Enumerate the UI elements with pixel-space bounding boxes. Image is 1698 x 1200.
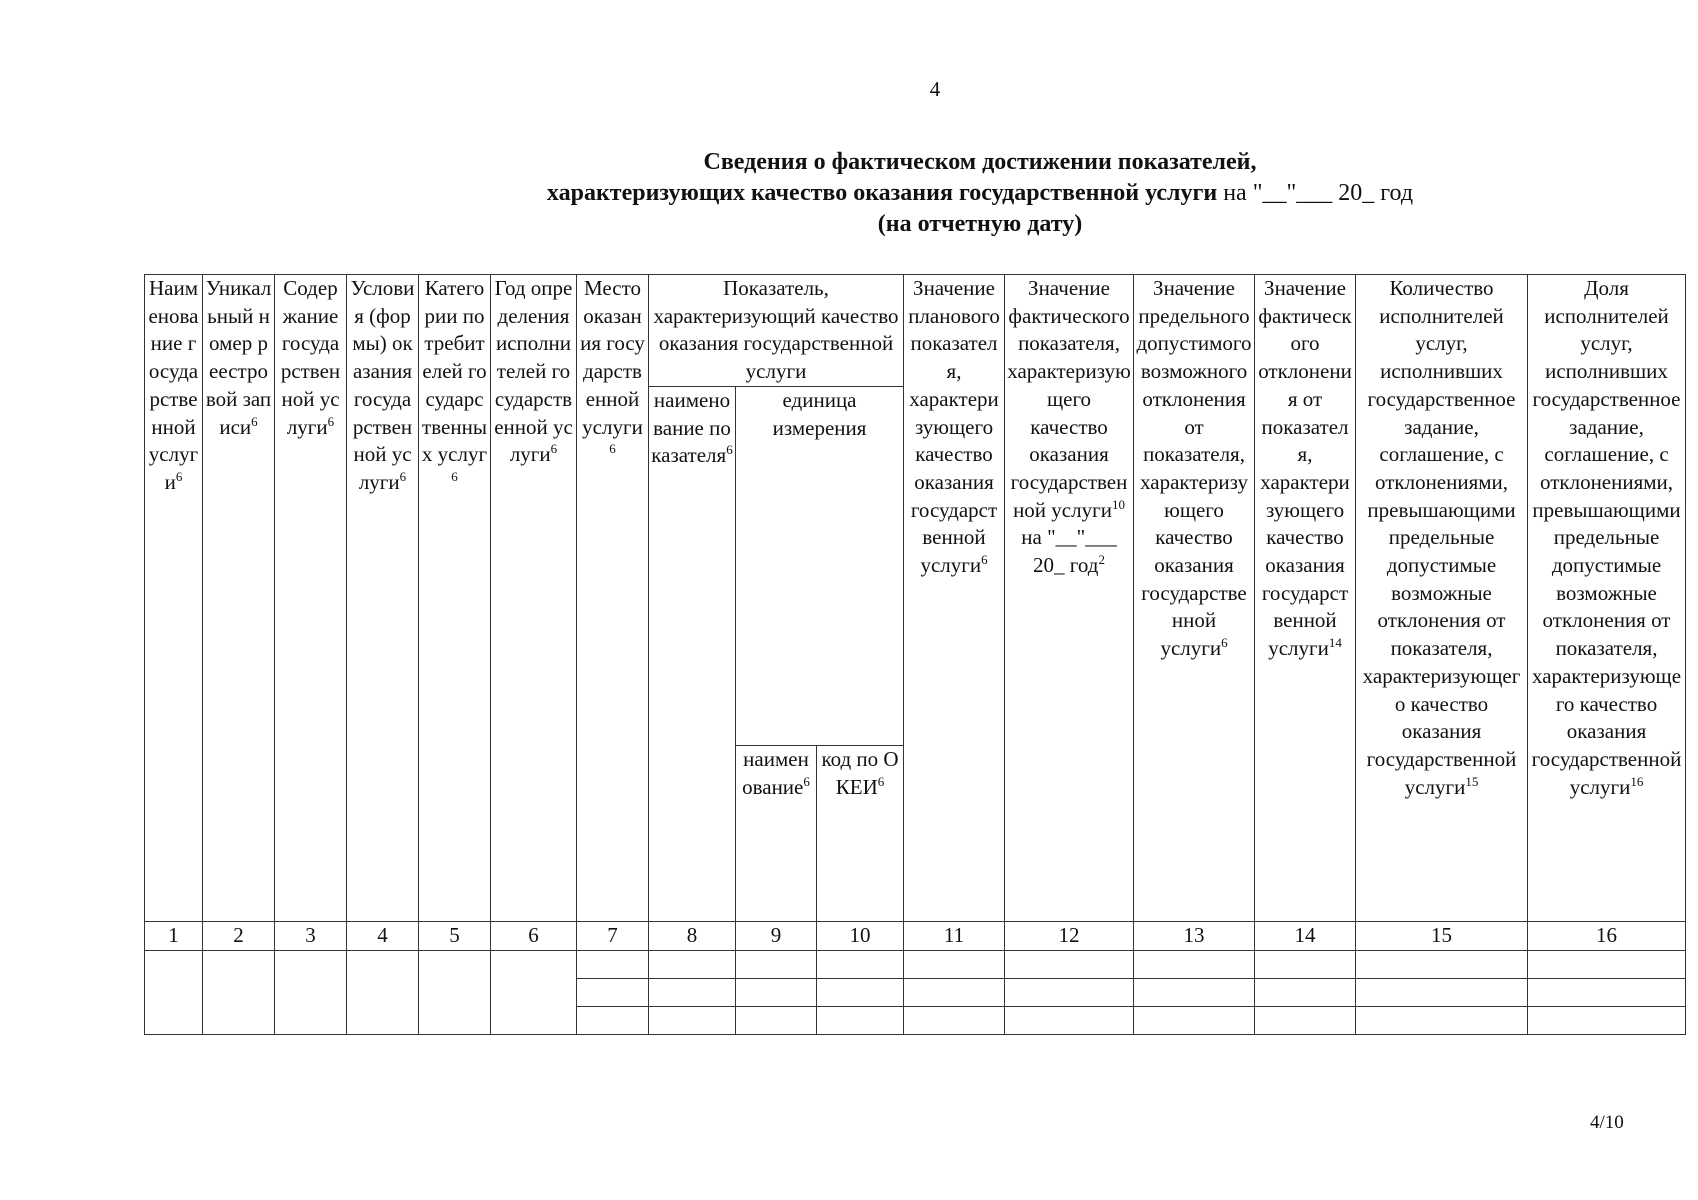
empty-cell bbox=[1528, 1007, 1686, 1035]
empty-cell bbox=[1134, 1007, 1255, 1035]
column-number: 7 bbox=[577, 922, 649, 951]
title-line-2-rest: на "__"___ 20_ год bbox=[1217, 180, 1414, 206]
report-table bbox=[144, 274, 1686, 1035]
column-number-row bbox=[145, 922, 1686, 951]
column-number: 4 bbox=[347, 922, 419, 951]
empty-cell bbox=[347, 951, 419, 1035]
column-number: 1 bbox=[145, 922, 203, 951]
header-actual-deviation: Значение фактического отклонения от показателя, характеризующего качество оказания государственной услуги$^{14}$ bbox=[1255, 275, 1356, 922]
column-number: 10 bbox=[817, 922, 904, 951]
empty-cell bbox=[1528, 951, 1686, 979]
empty-cell bbox=[577, 1007, 649, 1035]
title-line-3: (на отчетную дату) bbox=[877, 211, 1083, 237]
empty-cell bbox=[1356, 951, 1528, 979]
column-number: 6 bbox=[491, 922, 577, 951]
column-number: 11 bbox=[904, 922, 1005, 951]
empty-cell bbox=[1255, 979, 1356, 1007]
empty-cell bbox=[817, 1007, 904, 1035]
page-counter: 4/10 bbox=[1590, 1112, 1624, 1133]
empty-cell bbox=[1255, 1007, 1356, 1035]
empty-cell bbox=[904, 1007, 1005, 1035]
empty-cell bbox=[1528, 979, 1686, 1007]
empty-cell bbox=[649, 979, 736, 1007]
page-number: 4 bbox=[929, 77, 941, 101]
column-number: 3 bbox=[275, 922, 347, 951]
header-service-conditions: Условия (формы) оказания государственной услуги$^6$ bbox=[347, 275, 419, 922]
empty-cell bbox=[736, 979, 817, 1007]
header-unique-number: Уникальный номер реестровой записи$^6$ bbox=[203, 275, 275, 922]
header-service-content: Содержание государственной услуги$^6$ bbox=[275, 275, 347, 922]
title-line-2-bold: характеризующих качество оказания государственной услуги bbox=[546, 180, 1218, 206]
empty-cell bbox=[145, 951, 203, 1035]
empty-cell bbox=[649, 1007, 736, 1035]
header-indicator-name: наименование показателя$^6$ bbox=[649, 386, 736, 921]
header-unit-name: наименование$^6$ bbox=[736, 745, 817, 921]
empty-cell bbox=[817, 951, 904, 979]
column-number: 8 bbox=[649, 922, 736, 951]
header-consumer-categories: Категории потребителей государственных услуг$^6$ bbox=[419, 275, 491, 922]
header-service-place: Место оказания государственной услуги$^6$ bbox=[577, 275, 649, 922]
column-number: 9 bbox=[736, 922, 817, 951]
header-planned-value: Значение планового показателя, характеризующего качество оказания государственной услуги$^6$ bbox=[904, 275, 1005, 922]
column-number: 12 bbox=[1005, 922, 1134, 951]
column-number: 16 bbox=[1528, 922, 1686, 951]
empty-cell bbox=[203, 951, 275, 1035]
table-row bbox=[145, 951, 1686, 979]
column-number: 5 bbox=[419, 922, 491, 951]
empty-cell bbox=[1255, 951, 1356, 979]
empty-cell bbox=[1134, 979, 1255, 1007]
empty-cell bbox=[419, 951, 491, 1035]
empty-cell bbox=[736, 951, 817, 979]
header-actual-value: Значение фактического показателя, характеризующего качество оказания государственной услуги$^{10}$ на "__"___ 20_ год$^2$ bbox=[1005, 275, 1134, 922]
column-number: 2 bbox=[203, 922, 275, 951]
column-number: 13 bbox=[1134, 922, 1255, 951]
empty-cell bbox=[491, 951, 577, 1035]
header-unit-group: единица измерения bbox=[736, 386, 904, 745]
header-executors-share: Доля исполнителей услуг, исполнивших государственное задание, соглашение, с отклонениями, превышающими предельные допустимые возможные отклонения от показателя, характеризующего качество оказания государственной услуги$^{16}$ bbox=[1528, 275, 1686, 922]
header-executors-count: Количество исполнителей услуг, исполнивших государственное задание, соглашение, с отклонениями, превышающими предельные допустимые возможные отклонения от показателя, характеризующего качество оказания государственной услуги$^{15}$ bbox=[1356, 275, 1528, 922]
empty-cell bbox=[904, 979, 1005, 1007]
empty-cell bbox=[1356, 979, 1528, 1007]
empty-cell bbox=[1005, 979, 1134, 1007]
header-service-name: Наименование государственной услуги$^6$ bbox=[145, 275, 203, 922]
column-number: 14 bbox=[1255, 922, 1356, 951]
empty-cell bbox=[1005, 1007, 1134, 1035]
header-executor-year: Год определения исполнителей государственной услуги$^6$ bbox=[491, 275, 577, 922]
empty-cell bbox=[817, 979, 904, 1007]
empty-cell bbox=[649, 951, 736, 979]
empty-cell bbox=[1005, 951, 1134, 979]
empty-cell bbox=[1134, 951, 1255, 979]
empty-cell bbox=[577, 951, 649, 979]
header-okei-code: код по ОКЕИ$^6$ bbox=[817, 745, 904, 921]
title-line-1: Сведения о фактическом достижении показателей, bbox=[703, 149, 1257, 175]
header-quality-indicator-group: Показатель, характеризующий качество оказания государственной услуги bbox=[649, 275, 904, 387]
empty-cell bbox=[577, 979, 649, 1007]
empty-cell bbox=[275, 951, 347, 1035]
empty-cell bbox=[904, 951, 1005, 979]
empty-cell bbox=[736, 1007, 817, 1035]
column-number: 15 bbox=[1356, 922, 1528, 951]
header-allowed-deviation: Значение предельного допустимого возможного отклонения от показателя, характеризующего качество оказания государственной услуги$^6$ bbox=[1134, 275, 1255, 922]
empty-cell bbox=[1356, 1007, 1528, 1035]
document-title bbox=[420, 147, 1540, 240]
